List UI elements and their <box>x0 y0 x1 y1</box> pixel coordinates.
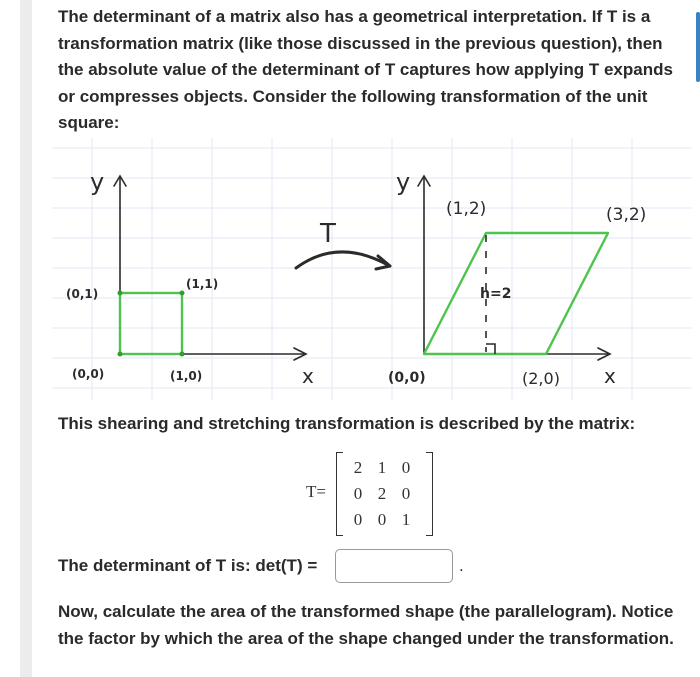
matrix-caption: This shearing and stretching transformation is described by the matrix: <box>58 414 636 433</box>
matrix-entries <box>346 456 418 531</box>
matrix-cell: 2 <box>377 484 387 503</box>
left-margin-bar <box>20 0 32 677</box>
matrix-cell: 0 <box>401 484 411 503</box>
label-3-2: (3,2) <box>606 205 647 225</box>
sentence-period: . <box>459 556 464 575</box>
determinant-question: The determinant of T is: det(T) = <box>58 556 318 575</box>
arrow-label: T <box>320 219 336 249</box>
label-2-0: (2,0) <box>522 369 560 388</box>
area-instructions: Now, calculate the area of the transformed shape (the parallelogram). Notice the factor by which the area of the shape changed under the transformation. <box>58 602 674 648</box>
unit-square <box>120 293 182 354</box>
left-x-label: x <box>302 364 314 388</box>
matrix-cell: 0 <box>353 510 363 529</box>
matrix-cell: 1 <box>401 510 411 529</box>
grid-lines <box>52 138 692 400</box>
label-1-1: (1,1) <box>186 277 219 291</box>
unit-square-vertices <box>118 291 185 357</box>
matrix-cell: 1 <box>377 458 387 477</box>
right-x-label: x <box>604 364 616 388</box>
matrix-cell: 0 <box>353 484 363 503</box>
matrix-cell: 0 <box>401 458 411 477</box>
label-0-1: (0,1) <box>66 287 99 301</box>
transformation-figure <box>52 138 692 400</box>
matrix-left-bracket <box>336 452 343 536</box>
scroll-indicator[interactable] <box>696 12 700 82</box>
right-y-label: y <box>396 168 411 196</box>
label-1-0: (1,0) <box>170 369 203 383</box>
determinant-answer-input[interactable] <box>335 549 453 583</box>
matrix-right-bracket <box>426 452 433 536</box>
matrix-name: T= <box>306 482 326 501</box>
intro-paragraph: The determinant of a matrix also has a geometrical interpretation. If T is a transformation matrix (like those discussed in the previous question), then the absolute value of the determinant of T captures how applying T expands or compresses objects. Consider the following transformation of the unit square: <box>58 7 673 132</box>
transform-arrow <box>296 252 386 268</box>
label-1-2: (1,2) <box>446 199 487 219</box>
matrix-cell: 0 <box>377 510 387 529</box>
left-y-label: y <box>90 168 105 196</box>
matrix-cell: 2 <box>353 458 363 477</box>
height-label: h=2 <box>480 286 512 302</box>
label-origin: (0,0) <box>388 370 426 386</box>
label-0-0: (0,0) <box>72 367 105 381</box>
